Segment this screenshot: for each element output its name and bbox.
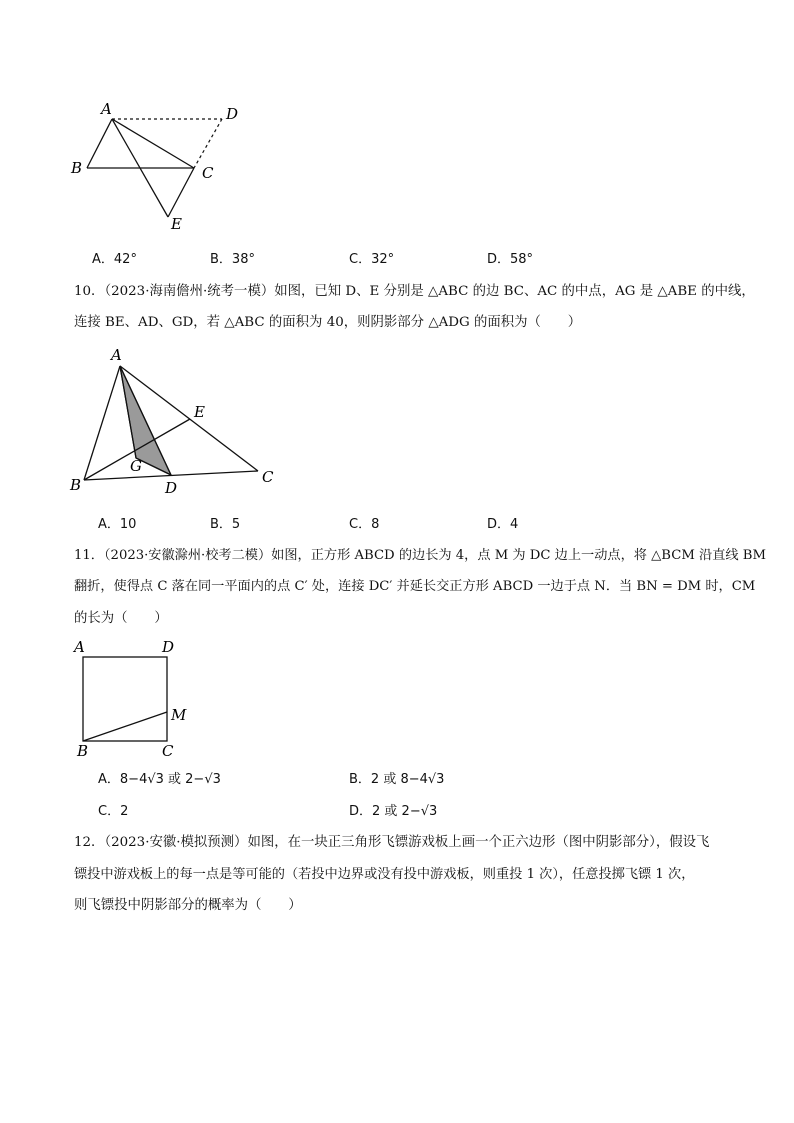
q11-label-b: B: [77, 742, 89, 760]
q9-option-b-value: 38°: [231, 252, 255, 267]
q9-option-b[interactable]: [210, 251, 255, 269]
q11-label-d: D: [162, 638, 175, 656]
q9-option-c-value: 32°: [371, 252, 395, 267]
q11-option-d-letter: D．: [349, 804, 373, 819]
q10-label-d: D: [165, 479, 178, 497]
q10-option-a[interactable]: [98, 516, 136, 534]
q10-option-c[interactable]: [349, 516, 379, 534]
q11-option-c-value: 2: [120, 804, 129, 819]
q10-option-a-letter: A．: [98, 517, 120, 532]
q9-label-d: D: [226, 105, 239, 123]
q12-question-line2: 镖投中游戏板上的每一点是等可能的（若投中边界或没有投中游戏板，则重投 1 次），任意投掷飞镖 1 次，: [74, 867, 695, 882]
q10-option-b[interactable]: [210, 516, 240, 534]
q10-label-a: A: [111, 346, 122, 364]
q12-question-line3: 则飞镖投中阴影部分的概率为（ ）: [74, 898, 302, 913]
q11-label-m: M: [171, 706, 187, 724]
q10-label-e: E: [194, 403, 205, 421]
q11-label-a: A: [74, 638, 85, 656]
q9-option-b-letter: B．: [210, 252, 232, 267]
q11-question-line2: 翻折，使得点 C 落在同一平面内的点 C′ 处，连接 DC′ 并延长交正方形 ABCD 一边于点 N．当 BN = DM 时，CM: [74, 579, 756, 594]
q10-option-d-value: 4: [510, 517, 519, 532]
q9-label-e: E: [171, 215, 182, 233]
q9-option-d[interactable]: [487, 251, 533, 269]
q10-option-c-value: 8: [371, 517, 380, 532]
q11-option-c[interactable]: [98, 803, 128, 821]
q11-option-a-letter: A．: [98, 772, 120, 787]
q11-option-a-value: 8−4√3 或 2−√3: [119, 772, 221, 787]
q11-option-d-value: 2 或 2−√3: [372, 804, 438, 819]
q11-option-b-letter: B．: [349, 772, 371, 787]
q9-option-a-value: 42°: [113, 252, 137, 267]
q10-label-b: B: [70, 476, 82, 494]
q10-option-d-letter: D．: [487, 517, 511, 532]
q12-question-line1: 12．（2023·安徽·模拟预测）如图，在一块正三角形飞镖游戏板上画一个正六边形（图中阴影部分），假设飞: [74, 835, 710, 850]
q9-option-c[interactable]: [349, 251, 394, 269]
q9-label-c: C: [202, 164, 214, 182]
q10-option-b-letter: B．: [210, 517, 232, 532]
q10-option-b-value: 5: [231, 517, 241, 532]
q10-option-c-letter: C．: [349, 517, 372, 532]
q11-option-b[interactable]: [349, 771, 444, 789]
q11-option-d[interactable]: [349, 803, 437, 821]
q11-question-line1: 11．（2023·安徽滁州·校考二模）如图，正方形 ABCD 的边长为 4，点 M 为 DC 边上一动点，将 △BCM 沿直线 BM: [74, 548, 766, 563]
q10-label-c: C: [262, 468, 274, 486]
q9-option-c-letter: C．: [349, 252, 372, 267]
q10-option-a-value: 10: [119, 517, 137, 532]
q9-figure: [60, 95, 260, 235]
q11-question-line3: 的长为（ ）: [74, 611, 168, 626]
q11-option-b-value: 2 或 8−4√3: [370, 772, 445, 787]
q10-question-line1: 10．（2023·海南儋州·统考一模）如图，已知 D、E 分别是 △ABC 的边 BC、AC 的中点，AG 是 △ABE 的中线，: [74, 284, 755, 299]
q11-option-c-letter: C．: [98, 804, 121, 819]
q10-figure: [60, 340, 290, 500]
q9-option-a[interactable]: [92, 251, 137, 269]
q9-seg-ce: [168, 168, 194, 217]
q10-label-g: G: [130, 457, 142, 475]
q9-option-a-letter: A．: [92, 252, 114, 267]
q9-seg-ab: [87, 119, 112, 168]
q9-option-d-letter: D．: [487, 252, 511, 267]
q11-label-c: C: [162, 742, 174, 760]
q11-figure: [65, 635, 195, 765]
q10-option-d[interactable]: [487, 516, 518, 534]
q9-option-d-value: 58°: [510, 252, 534, 267]
q9-seg-ac: [112, 119, 194, 168]
q11-seg-bm: [83, 712, 167, 741]
q9-label-a: A: [101, 100, 112, 118]
q9-label-b: B: [71, 159, 83, 177]
q10-question-line2: 连接 BE、AD、GD，若 △ABC 的面积为 40，则阴影部分 △ADG 的面积为（ ）: [74, 315, 582, 330]
q9-seg-dc-dashed: [194, 119, 222, 168]
q11-square-abcd: [83, 657, 167, 741]
q11-option-a[interactable]: [98, 771, 221, 789]
